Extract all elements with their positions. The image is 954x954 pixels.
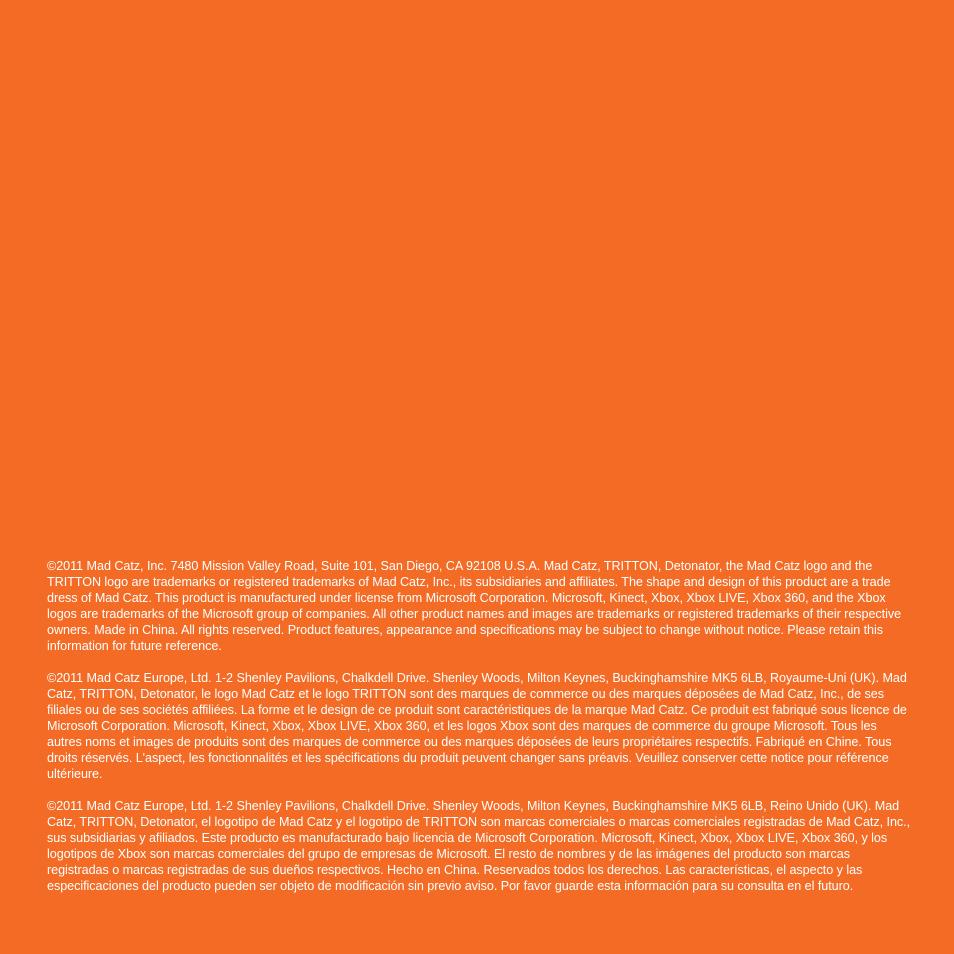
legal-paragraph-spanish: ©2011 Mad Catz Europe, Ltd. 1-2 Shenley Pavilions, Chalkdell Drive. Shenley Woods, Milton Keynes, Buckinghamshire MK5 6LB, Reino Unido (UK). Mad Catz, TRITTON, Detonator, el logotipo de Mad Catz y el logotipo de TRITTON son marcas comerciales o marcas comerciales registradas de Mad Catz, Inc., sus subsidiarias y afiliados. Este producto es manufacturado bajo licencia de Microsoft Corporation. Microsoft, Kinect, Xbox, Xbox LIVE, Xbox 360, y los logotipos de Xbox son marcas comerciales del grupo de empresas de Microsoft. El resto de nombres y de las imágenes del producto son marcas registradas o marcas registradas de sus dueños respectivos. Hecho en China. Reservados todos los derechos. Las características, el aspecto y las especificaciones del producto pueden ser objeto de modificación sin previo aviso. Por favor guarde esta información para su consulta en el futuro. — [47, 799, 911, 893]
legal-notice-block — [47, 558, 912, 894]
legal-paragraph-english: ©2011 Mad Catz, Inc. 7480 Mission Valley Road, Suite 101, San Diego, CA 92108 U.S.A. Mad Catz, TRITTON, Detonator, the Mad Catz logo and the TRITTON logo are trademarks or registered trademarks of Mad Catz, Inc., its subsidiaries and affiliates. The shape and design of this product are a trade dress of Mad Catz. This product is manufactured under license from Microsoft Corporation. Microsoft, Kinect, Xbox, Xbox LIVE, Xbox 360, and the Xbox logos are trademarks of the Microsoft group of companies. All other product names and images are trademarks or registered trademarks of their respective owners. Made in China. All rights reserved. Product features, appearance and specifications may be subject to change without notice. Please retain this information for future reference. — [47, 559, 902, 653]
legal-paragraph-french: ©2011 Mad Catz Europe, Ltd. 1-2 Shenley Pavilions, Chalkdell Drive. Shenley Woods, Milton Keynes, Buckinghamshire MK5 6LB, Royaume-Uni (UK). Mad Catz, TRITTON, Detonator, le logo Mad Catz et le logo TRITTON sont des marques de commerce ou des marques déposées de Mad Catz, Inc., de ses filiales ou de ses sociétés affiliées. La forme et le design de ce produit sont caractéristiques de la marque Mad Catz. Ce produit est fabriqué sous licence de Microsoft Corporation. Microsoft, Kinect, Xbox, Xbox LIVE, Xbox 360, et les logos Xbox sont des marques de commerce du groupe Microsoft. Tous les autres noms et images de produits sont des marques de commerce ou des marques déposées de leurs propriétaires respectifs. Fabriqué en Chine. Tous droits réservés. L'aspect, les fonctionnalités et les spécifications du produit peuvent changer sans préavis. Veuillez conserver cette notice pour référence ultérieure. — [47, 671, 907, 781]
